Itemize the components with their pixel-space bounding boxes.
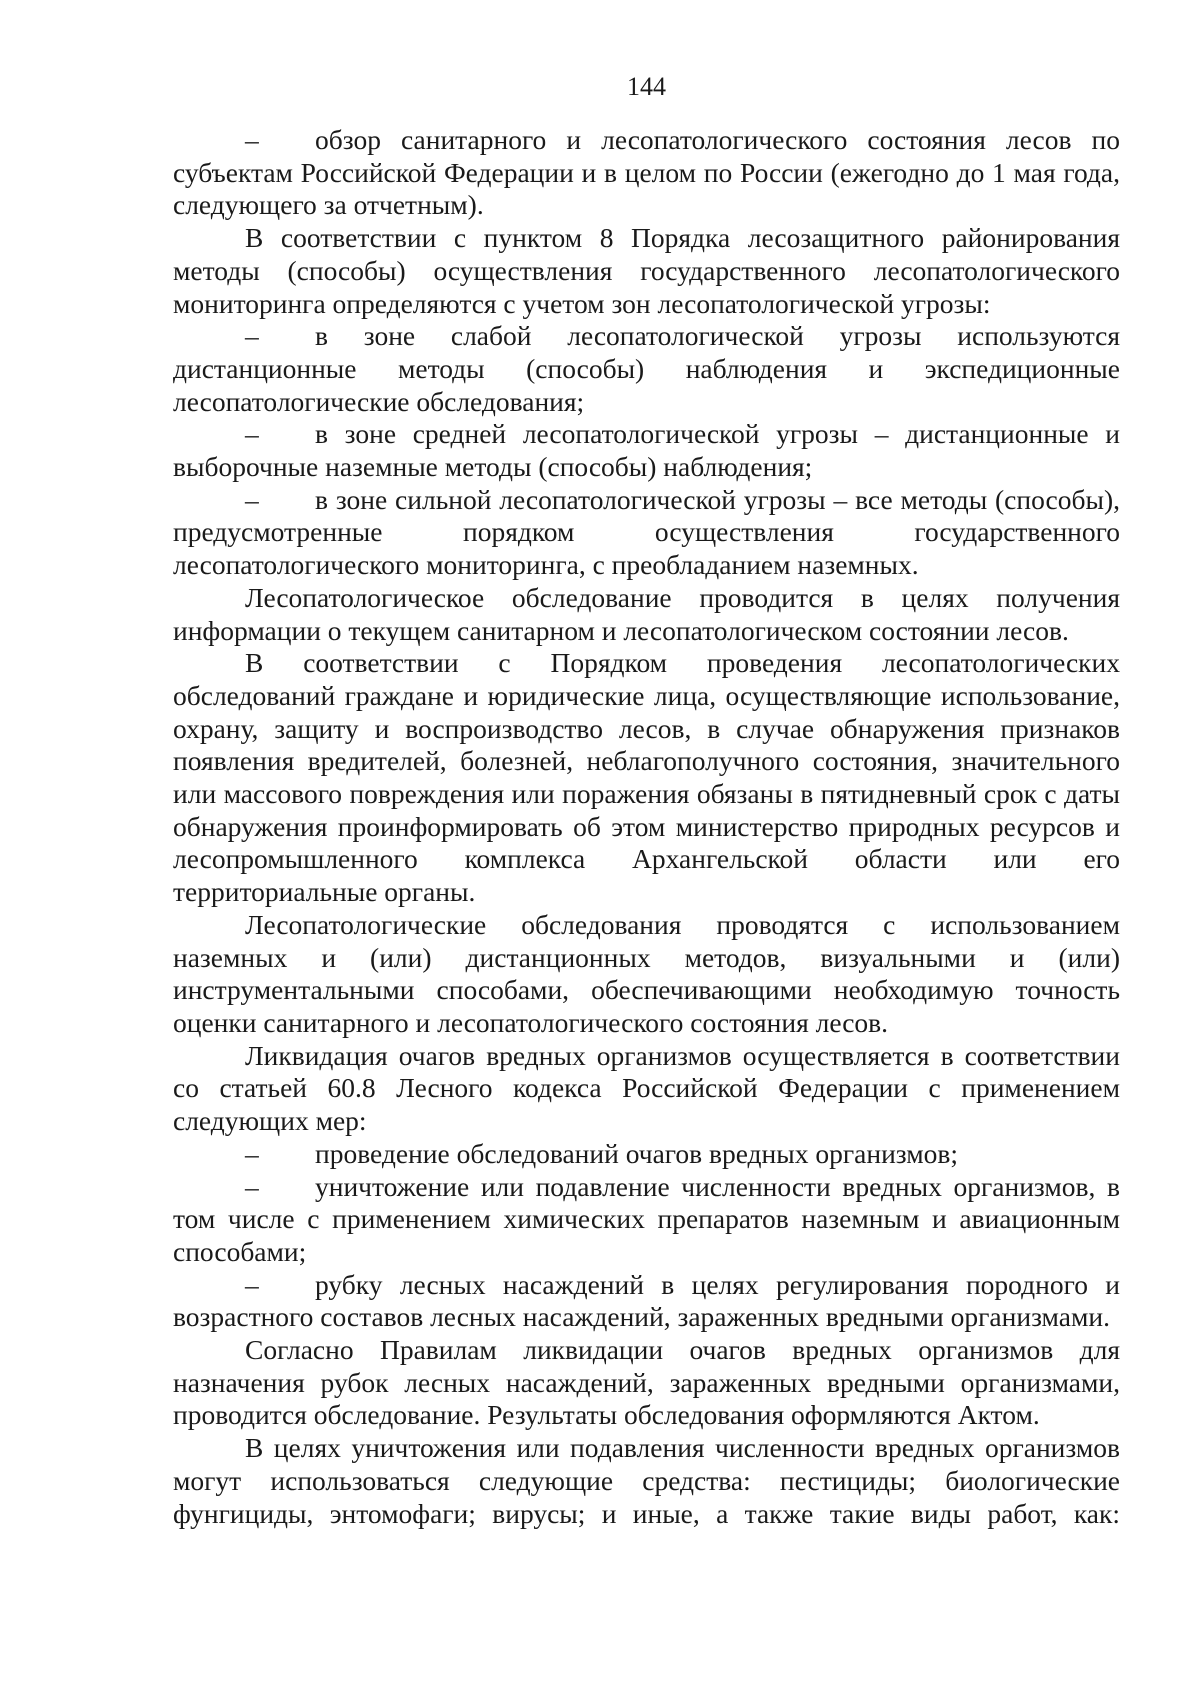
paragraph: В целях уничтожения или подавления численности вредных организмов могут использоваться следующие средства: пестициды; биологические фунгициды, энтомофаги; вирусы; и иные, а также такие виды работ, как: <box>173 1432 1120 1529</box>
dash-marker: – <box>245 124 259 155</box>
dash-marker: – <box>245 1268 259 1300</box>
paragraph: В соответствии с пунктом 8 Порядка лесозащитного районирования методы (способы) осуществления государственного лесопатологического мониторинга определяются с учетом зон лесопатологической угрозы: <box>173 222 1120 319</box>
list-item-text: в зоне средней лесопатологической угрозы – дистанционные и выборочные наземные методы (способы) наблюдения; <box>173 418 1120 483</box>
list-item-text: в зоне слабой лесопатологической угрозы используются дистанционные методы (способы) наблюдения и экспедиционные лесопатологические обследования; <box>173 320 1120 417</box>
list-item-text: рубку лесных насаждений в целях регулирования породного и возрастного составов лесных насаждений, зараженных вредными организмами. <box>173 1268 1120 1333</box>
list-item <box>173 1138 1120 1171</box>
paragraph: Лесопатологическое обследование проводится в целях получения информации о текущем санитарном и лесопатологическом состоянии лесов. <box>173 581 1120 646</box>
list-item <box>173 1269 1120 1334</box>
paragraph: В соответствии с Порядком проведения лесопатологических обследований граждане и юридические лица, осуществляющие использование, охрану, защиту и воспроизводство лесов, в случае обнаружения признаков появления вредителей, болезней, неблагополучного состояния, значительного или массового повреждения или поражения обязаны в пятидневный срок с даты обнаружения проинформировать об этом министерство природных ресурсов и лесопромышленного комплекса Архангельской области или его территориальные органы. <box>173 647 1120 908</box>
dash-marker: – <box>245 320 259 352</box>
list-item-text: обзор санитарного и лесопатологического состояния лесов по субъектам Российской Федерации и в целом по России (ежегодно до 1 мая года, следующего за отчетным). <box>173 124 1120 221</box>
list-item <box>173 124 1120 222</box>
dash-marker: – <box>245 1137 259 1169</box>
list-item <box>173 320 1120 418</box>
document-page <box>173 0 1120 1697</box>
list-item-text: уничтожение или подавление численности вредных организмов, в том числе с применением химических препаратов наземным и авиационным способами; <box>173 1170 1120 1267</box>
page-number: 144 <box>627 72 666 101</box>
document-body <box>173 124 1120 1530</box>
list-item-text: в зоне сильной лесопатологической угрозы – все методы (способы), предусмотренные порядком осуществления государственного лесопатологического мониторинга, с преобладанием наземных. <box>173 483 1120 581</box>
list-item <box>173 418 1120 483</box>
paragraph: Лесопатологические обследования проводятся с использованием наземных и (или) дистанционных методов, визуальными и (или) инструментальными способами, обеспечивающими необходимую точность оценки санитарного и лесопатологического состояния лесов. <box>173 908 1120 1038</box>
paragraph: Ликвидация очагов вредных организмов осуществляется в соответствии со статьей 60.8 Лесного кодекса Российской Федерации с применением следующих мер: <box>173 1039 1120 1137</box>
paragraph: Согласно Правилам ликвидации очагов вредных организмов для назначения рубок лесных насаждений, зараженных вредными организмами, проводится обследование. Результаты обследования оформляются Актом. <box>173 1334 1120 1431</box>
dash-marker: – <box>245 1170 259 1202</box>
list-item <box>173 1171 1120 1269</box>
dash-marker: – <box>245 483 259 515</box>
dash-marker: – <box>245 418 259 450</box>
list-item <box>173 484 1120 582</box>
list-item-text: проведение обследований очагов вредных организмов; <box>315 1137 959 1169</box>
